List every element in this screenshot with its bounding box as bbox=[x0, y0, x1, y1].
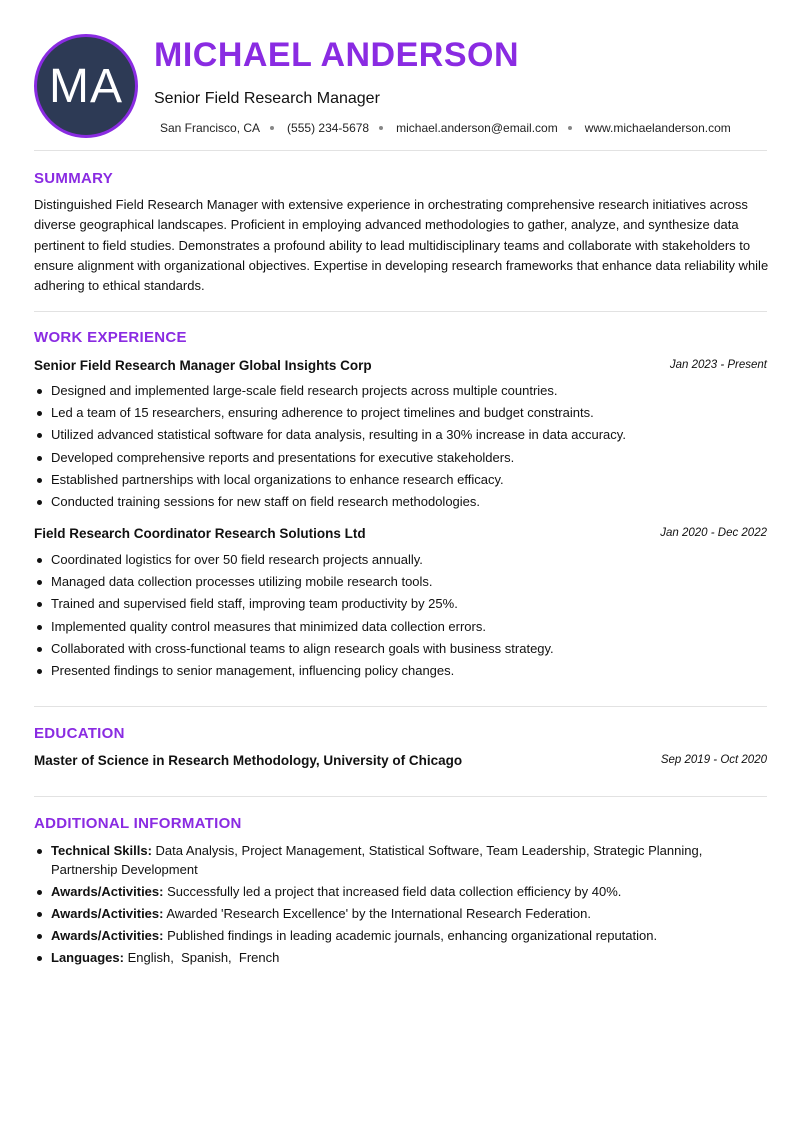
job-bullets bbox=[34, 550, 767, 683]
job-header bbox=[34, 526, 767, 544]
list-item: Managed data collection processes utilizing mobile research tools. bbox=[34, 572, 767, 594]
list-item bbox=[34, 905, 767, 924]
item-text: Data Analysis, Project Management, Statistical Software, Team Leadership, Strategic Planning, Partnership Development bbox=[51, 843, 703, 877]
list-item: Conducted training sessions for new staff on field research methodologies. bbox=[34, 492, 767, 514]
bullet-separator-icon bbox=[568, 126, 572, 130]
list-item bbox=[34, 927, 767, 946]
item-text: Successfully led a project that increased field data collection efficiency by 40%. bbox=[167, 883, 622, 899]
education-dates: Sep 2019 - Oct 2020 bbox=[660, 754, 767, 766]
list-item: Implemented quality control measures that minimized data collection errors. bbox=[34, 617, 767, 639]
additional-info-heading: ADDITIONAL INFORMATION bbox=[34, 815, 242, 832]
list-item: Designed and implemented large-scale field research projects across multiple countries. bbox=[34, 381, 767, 403]
resume-header bbox=[34, 34, 767, 138]
list-item: Presented findings to senior management, influencing policy changes. bbox=[34, 661, 767, 683]
contact-email[interactable]: michael.anderson@email.com bbox=[396, 121, 558, 135]
contact-line bbox=[160, 121, 731, 135]
list-item: Trained and supervised field staff, improving team productivity by 25%. bbox=[34, 594, 767, 616]
job-role: Field Research Coordinator Research Solutions Ltd bbox=[34, 526, 366, 541]
education-entry bbox=[34, 753, 767, 771]
work-experience-heading: WORK EXPERIENCE bbox=[34, 329, 187, 346]
job-dates: Jan 2023 - Present bbox=[669, 359, 767, 371]
section-divider bbox=[34, 311, 767, 312]
candidate-name: MICHAEL ANDERSON bbox=[154, 36, 520, 74]
item-label: Awards/Activities: bbox=[51, 905, 164, 921]
list-item: Developed comprehensive reports and presentations for executive stakeholders. bbox=[34, 448, 767, 470]
section-divider bbox=[34, 796, 767, 797]
list-item: Established partnerships with local organizations to enhance research efficacy. bbox=[34, 470, 767, 492]
item-label: Technical Skills: bbox=[51, 843, 152, 858]
item-label: Languages: bbox=[51, 950, 124, 966]
bullet-separator-icon bbox=[379, 126, 383, 130]
avatar-initials: MA bbox=[49, 59, 123, 113]
job-title: Senior Field Research Manager bbox=[154, 90, 380, 107]
job-role: Senior Field Research Manager Global Insights Corp bbox=[34, 358, 372, 373]
list-item: Collaborated with cross-functional teams to align research goals with business strategy. bbox=[34, 639, 767, 661]
list-item: Utilized advanced statistical software for data analysis, resulting in a 30% increase in data accuracy. bbox=[34, 425, 767, 447]
list-item: Led a team of 15 researchers, ensuring adherence to project timelines and budget constraints. bbox=[34, 403, 767, 425]
contact-website[interactable]: www.michaelanderson.com bbox=[584, 121, 731, 135]
additional-info-list bbox=[34, 842, 767, 971]
section-divider bbox=[34, 150, 767, 151]
item-label: Awards/Activities: bbox=[51, 927, 164, 943]
job-bullets bbox=[34, 381, 767, 514]
section-divider bbox=[34, 706, 767, 707]
list-item bbox=[34, 949, 767, 968]
bullet-separator-icon bbox=[270, 126, 274, 130]
item-text: Awarded 'Research Excellence' by the International Research Federation. bbox=[166, 905, 591, 921]
item-text: Published findings in leading academic journals, enhancing organizational reputation. bbox=[167, 927, 658, 943]
list-item bbox=[34, 883, 767, 902]
summary-text: Distinguished Field Research Manager with extensive experience in orchestrating comprehensive research initiatives across diverse geographical landscapes. Proficient in employing advanced methodologies to gather, analyze, and synthesize data pertinent to field studies. Demonstrates a profound ability to lead multidisciplinary teams and collaborate with stakeholders to ensure alignment with organizational objectives. Expertise in developing research frameworks that enhance data reliability while adhering to ethical standards. bbox=[34, 197, 769, 294]
contact-location: San Francisco, CA bbox=[160, 121, 261, 135]
contact-phone: (555) 234-5678 bbox=[287, 121, 370, 135]
avatar bbox=[34, 34, 138, 138]
education-heading: EDUCATION bbox=[34, 725, 125, 742]
summary-heading: SUMMARY bbox=[34, 170, 114, 187]
item-text: English, Spanish, French bbox=[127, 950, 280, 966]
item-label: Awards/Activities: bbox=[51, 883, 164, 899]
job-header bbox=[34, 358, 767, 376]
degree: Master of Science in Research Methodology, University of Chicago bbox=[34, 753, 463, 768]
job-dates: Jan 2020 - Dec 2022 bbox=[660, 527, 767, 539]
list-item bbox=[34, 842, 767, 879]
list-item: Coordinated logistics for over 50 field research projects annually. bbox=[34, 550, 767, 572]
